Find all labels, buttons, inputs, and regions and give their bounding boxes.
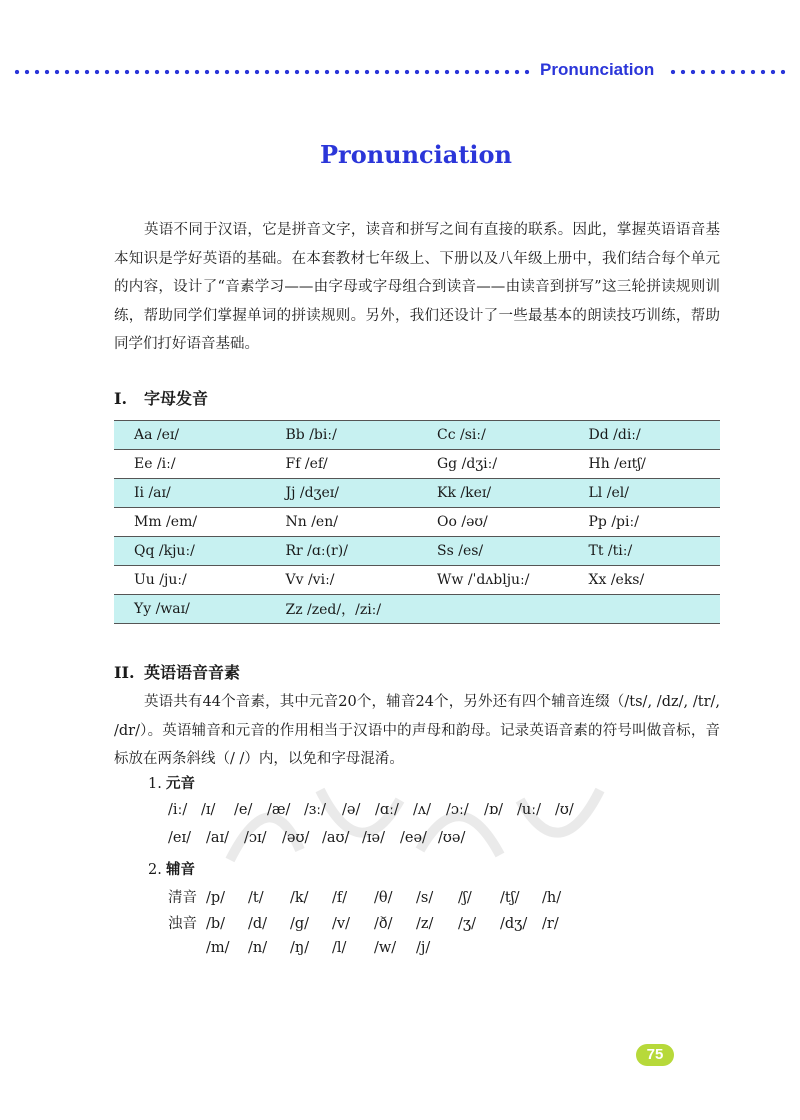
- phoneme: /h/: [542, 890, 562, 906]
- phoneme: /ɜː/: [304, 802, 327, 818]
- consonants-heading: [148, 858, 195, 879]
- header-dotted-rule-right: [668, 69, 790, 75]
- table-cell: Dd /diː/: [569, 421, 721, 450]
- phoneme: /ʌ/: [413, 802, 431, 818]
- table-cell: Ll /el/: [569, 479, 721, 508]
- phoneme: /t/: [248, 890, 264, 906]
- phoneme: /æ/: [267, 802, 291, 818]
- phoneme: /f/: [332, 890, 348, 906]
- table-cell: Ii /aɪ/: [114, 479, 266, 508]
- letter-pronunciation-table: [114, 420, 720, 624]
- table-cell: Uu /juː/: [114, 566, 266, 595]
- phoneme: /b/: [206, 916, 226, 932]
- table-cell: Pp /piː/: [569, 508, 721, 537]
- item-number: 2.: [148, 862, 162, 878]
- phoneme: /s/: [416, 890, 434, 906]
- table-row: [114, 479, 720, 508]
- phoneme: /eɪ/: [168, 830, 191, 846]
- table-cell: Nn /en/: [266, 508, 418, 537]
- table-row: [114, 595, 720, 624]
- phoneme: /ʊə/: [438, 830, 466, 846]
- table-cell: Zz /zed/，/ziː/: [266, 595, 418, 624]
- table-cell: Oo /əʊ/: [417, 508, 569, 537]
- consonant-row-voiceless: [168, 886, 584, 907]
- header-dotted-rule-left: [12, 69, 532, 75]
- consonants-title: 辅音: [166, 861, 195, 878]
- phoneme: /uː/: [517, 802, 541, 818]
- phoneme: /r/: [542, 916, 559, 932]
- phoneme: /əʊ/: [282, 830, 310, 846]
- section-title: 英语语音音素: [144, 663, 241, 682]
- phoneme: /ʒ/: [458, 916, 476, 932]
- phoneme: /m/: [206, 940, 230, 956]
- vowels-heading: [148, 772, 195, 793]
- phoneme: /ɑː/: [375, 802, 399, 818]
- table-cell: Ww /ˈdʌbljuː/: [417, 566, 569, 595]
- page-number: 75: [636, 1044, 674, 1066]
- phoneme: /w/: [374, 940, 397, 956]
- phoneme: /ɒ/: [484, 802, 504, 818]
- phonemes-paragraph: 英语共有44个音素，其中元音20个，辅音24个，另外还有四个辅音连缀（/ts/, /dz/, /tr/, /dr/）。英语辅音和元音的作用相当于汉语中的声母和韵母。记录英语音素的符号叫做音标，音标放在两条斜线（/ /）内，以免和字母混淆。: [114, 694, 720, 767]
- table-cell: Ee /iː/: [114, 450, 266, 479]
- item-number: 1.: [148, 776, 162, 792]
- voiceless-label: 清音: [168, 890, 197, 906]
- phoneme: /iː/: [168, 802, 188, 818]
- phoneme: /ə/: [342, 802, 361, 818]
- phoneme: /ð/: [374, 916, 393, 932]
- phoneme: /ŋ/: [290, 940, 310, 956]
- phoneme: /g/: [290, 916, 310, 932]
- running-header: [0, 60, 800, 84]
- table-cell: Yy /waɪ/: [114, 595, 266, 624]
- table-cell: Bb /biː/: [266, 421, 418, 450]
- phoneme: /z/: [416, 916, 434, 932]
- table-cell: Ss /es/: [417, 537, 569, 566]
- table-cell: Hh /eɪtʃ/: [569, 450, 721, 479]
- phoneme: /n/: [248, 940, 268, 956]
- vowel-row-diphthongs: [168, 830, 476, 846]
- phoneme: /ʃ/: [458, 890, 472, 906]
- header-title: Pronunciation: [540, 60, 655, 79]
- table-cell: [417, 595, 569, 624]
- consonant-row-others: [168, 940, 458, 956]
- table-cell: Tt /tiː/: [569, 537, 721, 566]
- phoneme: /l/: [332, 940, 347, 956]
- phoneme: /j/: [416, 940, 431, 956]
- table-row: [114, 508, 720, 537]
- section-heading-phonemes: [114, 660, 240, 683]
- intro-paragraph: 英语不同于汉语，它是拼音文字，读音和拼写之间有直接的联系。因此，掌握英语语音基本知识是学好英语的基础。在本套教材七年级上、下册以及八年级上册中，我们结合每个单元的内容，设计了“音素学习——由字母或字母组合到读音——由读音到拼写”这三轮拼读规则训练，帮助同学们掌握单词的拼读规则。另外，我们还设计了一些最基本的朗读技巧训练，帮助同学们打好语音基础。: [114, 222, 720, 352]
- table-cell: Qq /kjuː/: [114, 537, 266, 566]
- table-cell: Gg /dʒiː/: [417, 450, 569, 479]
- phoneme: /e/: [234, 802, 253, 818]
- phoneme: /k/: [290, 890, 309, 906]
- table-row: [114, 566, 720, 595]
- section-number: I.: [114, 389, 128, 408]
- vowels-title: 元音: [166, 775, 195, 792]
- phoneme: /aʊ/: [322, 830, 350, 846]
- table-cell: Cc /siː/: [417, 421, 569, 450]
- phoneme: /aɪ/: [206, 830, 230, 846]
- table-row: [114, 421, 720, 450]
- publisher-watermark: [210, 760, 610, 880]
- table-cell: Ff /ef/: [266, 450, 418, 479]
- phoneme: /ɔɪ/: [244, 830, 267, 846]
- table-row: [114, 450, 720, 479]
- phoneme: /eə/: [400, 830, 427, 846]
- table-cell: Vv /viː/: [266, 566, 418, 595]
- table-cell: Aa /eɪ/: [114, 421, 266, 450]
- table-cell: Rr /ɑː(r)/: [266, 537, 418, 566]
- section-number: II.: [114, 663, 135, 682]
- voiced-label: 浊音: [168, 916, 197, 932]
- phoneme: /tʃ/: [500, 890, 520, 906]
- table-cell: Xx /eks/: [569, 566, 721, 595]
- table-cell: Jj /dʒeɪ/: [266, 479, 418, 508]
- phoneme: /ɪ/: [201, 802, 216, 818]
- phoneme: /v/: [332, 916, 350, 932]
- table-cell: Mm /em/: [114, 508, 266, 537]
- phoneme: /ʊ/: [555, 802, 574, 818]
- table-cell: Kk /keɪ/: [417, 479, 569, 508]
- section-heading-letters: [114, 386, 208, 409]
- phoneme: /d/: [248, 916, 268, 932]
- table-cell: [569, 595, 721, 624]
- consonant-row-voiced: [168, 912, 584, 933]
- phoneme: /dʒ/: [500, 916, 528, 932]
- phoneme: /ɪə/: [362, 830, 385, 846]
- phoneme: /θ/: [374, 890, 393, 906]
- phoneme: /ɔː/: [446, 802, 469, 818]
- phoneme: /p/: [206, 890, 226, 906]
- page-title: Pronunciation: [320, 140, 512, 169]
- table-row: [114, 537, 720, 566]
- section-title: 字母发音: [144, 389, 209, 408]
- vowel-row-monophthongs: [168, 802, 588, 818]
